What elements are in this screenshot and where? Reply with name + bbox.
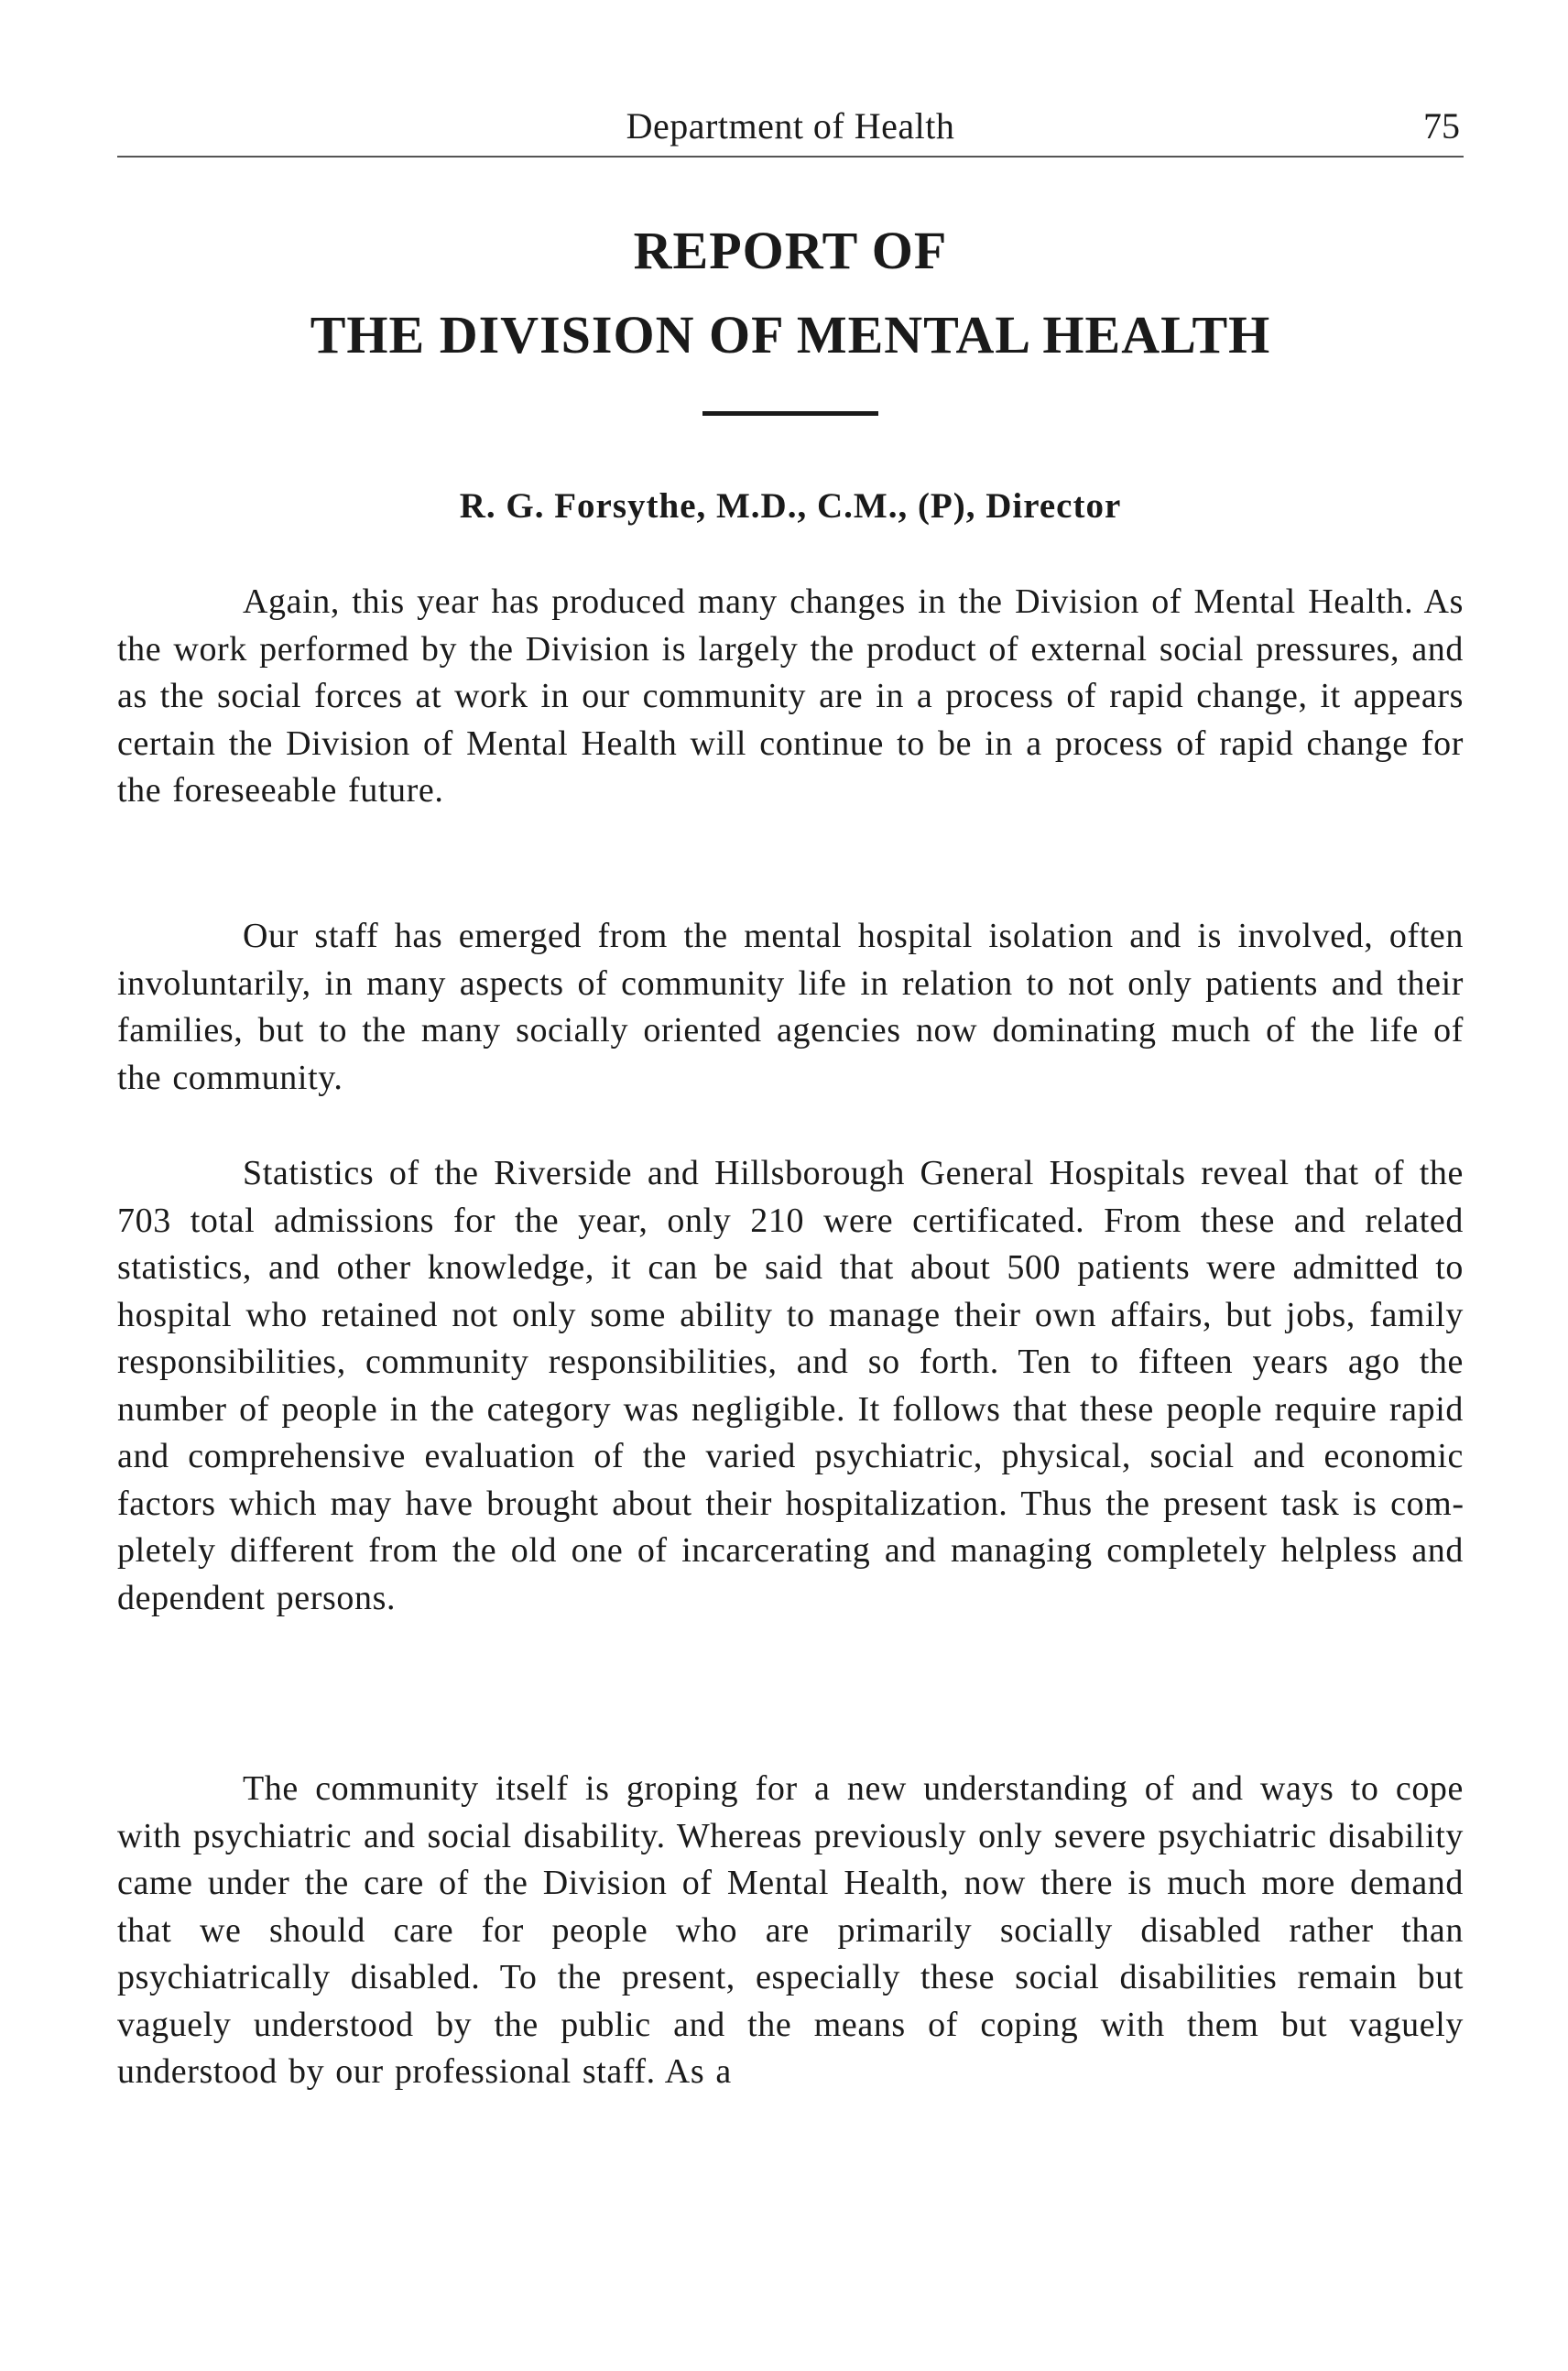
running-title: Department of Health	[626, 105, 955, 147]
page-number: 75	[1423, 105, 1460, 147]
paragraph-4: The community itself is groping for a new understanding of and ways to cope with psychiatric and social disability. Whereas previously only severe psychiatric disability came under the care of the Division of Mental Health, now there is much more demand that we should care for people who are primarily socially disabled rather than psychiatrically disabled. To the present, especially these social disabilities remain but vaguely understood by the public and the means of coping with them but vaguely understood by our professional staff. As a	[117, 1769, 1464, 2091]
body-paragraph-block	[117, 579, 1464, 815]
report-title	[117, 209, 1464, 377]
report-title-line-2: THE DIVISION OF MENTAL HEALTH	[310, 305, 1271, 364]
body-paragraph-block	[117, 1150, 1464, 1622]
body-paragraph-block	[117, 1766, 1464, 2096]
paragraph-1: Again, this year has produced many changes in the Division of Mental Health. As the work performed by the Division is largely the product of external social pressures, and as the social forces at work in our community are in a process of rapid change, it appears certain the Division of Mental Health will continue to be in a process of rapid change for the foreseeable future.	[117, 582, 1464, 810]
paragraph-3: Statistics of the Riverside and Hillsborough General Hospitals reveal that of the 703 total admissions for the year, only 210 were certificated. From these and related statistics, and other knowledge, it can be said that about 500 patients were admitted to hospital who retained not only some ability to manage their own affairs, but jobs, family responsibilities, community responsibilities, and so forth. Ten to fifteen years ago the number of people in the category was negligible. It follows that these people require rapid and comprehensive evaluation of the varied psychiatric, physical, social and economic factors which may have brought about their hospitalization. Thus the present task is completely different from the old one of incarcerating and managing completely helpless and dependent persons.	[117, 1154, 1464, 1617]
report-title-line-1: REPORT OF	[633, 221, 948, 280]
author-byline: R. G. Forsythe, M.D., C.M., (P), Director	[459, 486, 1122, 526]
title-divider-rule	[702, 411, 878, 416]
body-paragraph-block	[117, 913, 1464, 1102]
paragraph-2: Our staff has emerged from the mental hospital isolation and is involved, often involuntarily, in many aspects of community life in relation to not only patients and their families, but to the many socially oriented agencies now dominating much of the life of the community.	[117, 917, 1464, 1097]
running-header	[117, 101, 1464, 158]
